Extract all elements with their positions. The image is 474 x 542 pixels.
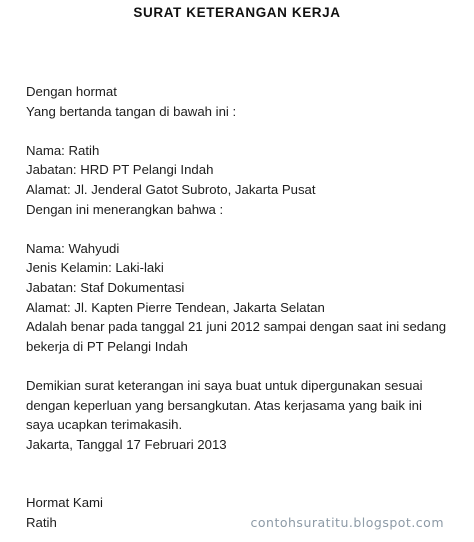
spacer	[26, 356, 466, 376]
statement-intro: Dengan ini menerangkan bahwa :	[26, 201, 224, 217]
letter-body	[26, 82, 466, 533]
signer-address: Alamat: Jl. Jenderal Gatot Subroto, Jakarta Pusat	[26, 181, 316, 197]
watermark: contohsuratitu.blogspot.com	[250, 515, 444, 530]
closing-line: Demikian surat keterangan ini saya buat untuk dipergunakan sesuai	[26, 377, 423, 393]
intro-line: Yang bertanda tangan di bawah ini :	[26, 103, 237, 119]
spacer	[26, 454, 466, 474]
sign-off: Hormat Kami	[26, 495, 103, 511]
closing-line: dengan keperluan yang bersangkutan. Atas kerjasama yang baik ini	[26, 397, 422, 413]
employee-position: Jabatan: Staf Dokumentasi	[26, 279, 185, 295]
place-date: Jakarta, Tanggal 17 Februari 2013	[26, 436, 227, 452]
signer-position: Jabatan: HRD PT Pelangi Indah	[26, 162, 214, 178]
employee-name: Nama: Wahyudi	[26, 240, 120, 256]
statement-line: bekerja di PT Pelangi Indah	[26, 338, 188, 354]
letter-title: SURAT KETERANGAN KERJA	[133, 5, 341, 20]
employee-address: Alamat: Jl. Kapten Pierre Tendean, Jakarta Selatan	[26, 299, 325, 315]
spacer	[26, 121, 466, 141]
sign-name: Ratih	[26, 515, 57, 531]
greeting: Dengan hormat	[26, 84, 117, 99]
spacer	[26, 474, 466, 494]
spacer	[26, 219, 466, 239]
closing-line: saya ucapkan terimakasih.	[26, 417, 183, 433]
signer-name: Nama: Ratih	[26, 142, 100, 158]
employee-gender: Jenis Kelamin: Laki-laki	[26, 260, 164, 276]
statement-line: Adalah benar pada tanggal 21 juni 2012 sampai dengan saat ini sedang	[26, 319, 447, 335]
